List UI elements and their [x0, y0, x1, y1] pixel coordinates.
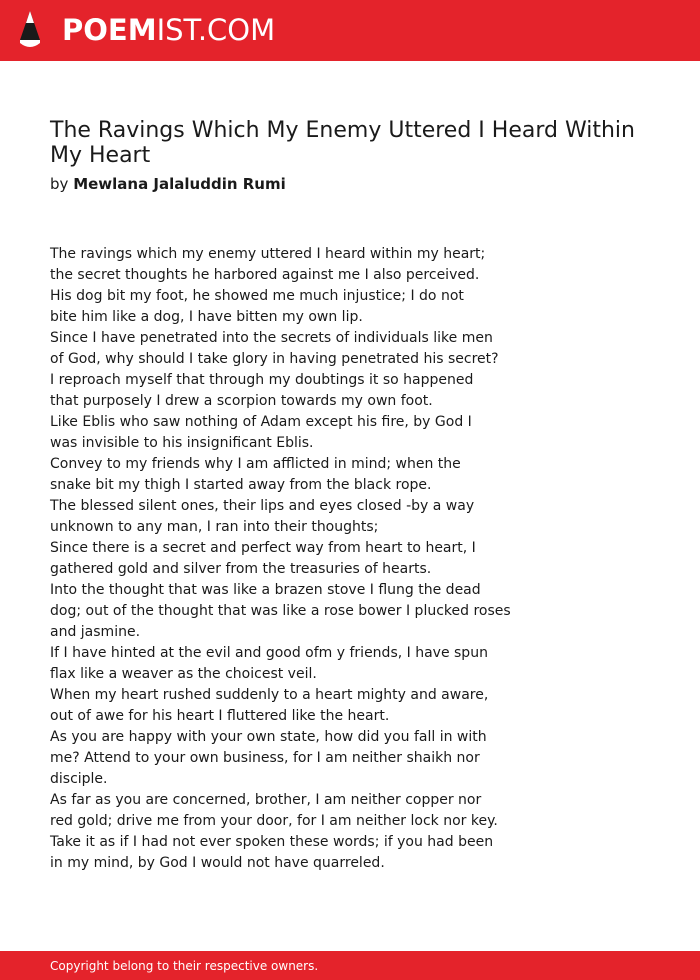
poem-line: out of awe for his heart I fluttered like the heart. [50, 708, 390, 724]
poem-body [50, 244, 660, 874]
poem-line: bite him like a dog, I have bitten my own lip. [50, 309, 363, 325]
poem-line: that purposely I drew a scorpion towards my own foot. [50, 393, 433, 409]
site-header [0, 0, 700, 61]
poem-title: The Ravings Which My Enemy Uttered I Heard Within My Heart [50, 118, 635, 168]
author-name: Mewlana Jalaluddin Rumi [73, 175, 286, 193]
poem-line: me? Attend to your own business, for I am neither shaikh nor [50, 750, 480, 766]
poem-line: and jasmine. [50, 624, 141, 640]
poem-line: As far as you are concerned, brother, I am neither copper nor [50, 792, 482, 808]
poem-line: Into the thought that was like a brazen stove I flung the dead [50, 582, 481, 598]
poem-line: When my heart rushed suddenly to a heart mighty and aware, [50, 687, 489, 703]
poem-line: Like Eblis who saw nothing of Adam except his fire, by God I [50, 414, 472, 430]
poem-line: disciple. [50, 771, 108, 787]
poem-line: snake bit my thigh I started away from the black rope. [50, 477, 432, 493]
site-logo[interactable] [62, 13, 275, 47]
poem-line: of God, why should I take glory in having penetrated his secret? [50, 351, 499, 367]
site-footer [0, 951, 700, 980]
poem-line: was invisible to his insignificant Eblis. [50, 435, 314, 451]
poem-line: gathered gold and silver from the treasuries of hearts. [50, 561, 432, 577]
poem-line: If I have hinted at the evil and good ofm y friends, I have spun [50, 645, 488, 661]
pencil-tip-icon[interactable] [18, 10, 42, 52]
poem-line: Since I have penetrated into the secrets of individuals like men [50, 330, 493, 346]
poem-line: As you are happy with your own state, how did you fall in with [50, 729, 487, 745]
poem-line: in my mind, by God I would not have quarreled. [50, 855, 385, 871]
poem-line: Take it as if I had not ever spoken these words; if you had been [50, 834, 494, 850]
brand-name-light: IST.COM [156, 13, 276, 47]
byline [50, 174, 286, 194]
poem-line: The blessed silent ones, their lips and eyes closed -by a way [50, 498, 475, 514]
poem-line: unknown to any man, I ran into their thoughts; [50, 519, 379, 535]
poem-line: Convey to my friends why I am afflicted in mind; when the [50, 456, 461, 472]
poem-line: red gold; drive me from your door, for I am neither lock nor key. [50, 813, 498, 829]
poem-line: Since there is a secret and perfect way from heart to heart, I [50, 540, 476, 556]
poem-line: His dog bit my foot, he showed me much injustice; I do not [50, 288, 464, 304]
poem-line: I reproach myself that through my doubtings it so happened [50, 372, 474, 388]
poem-line: The ravings which my enemy uttered I heard within my heart; [50, 246, 486, 262]
poem-line: the secret thoughts he harbored against me I also perceived. [50, 267, 480, 283]
by-label: by [50, 175, 69, 193]
copyright-notice: Copyright belong to their respective owners. [50, 959, 319, 973]
poem-line: dog; out of the thought that was like a rose bower I plucked roses [50, 603, 511, 619]
brand-name-bold: POEM [62, 13, 157, 47]
poem-line: flax like a weaver as the choicest veil. [50, 666, 317, 682]
